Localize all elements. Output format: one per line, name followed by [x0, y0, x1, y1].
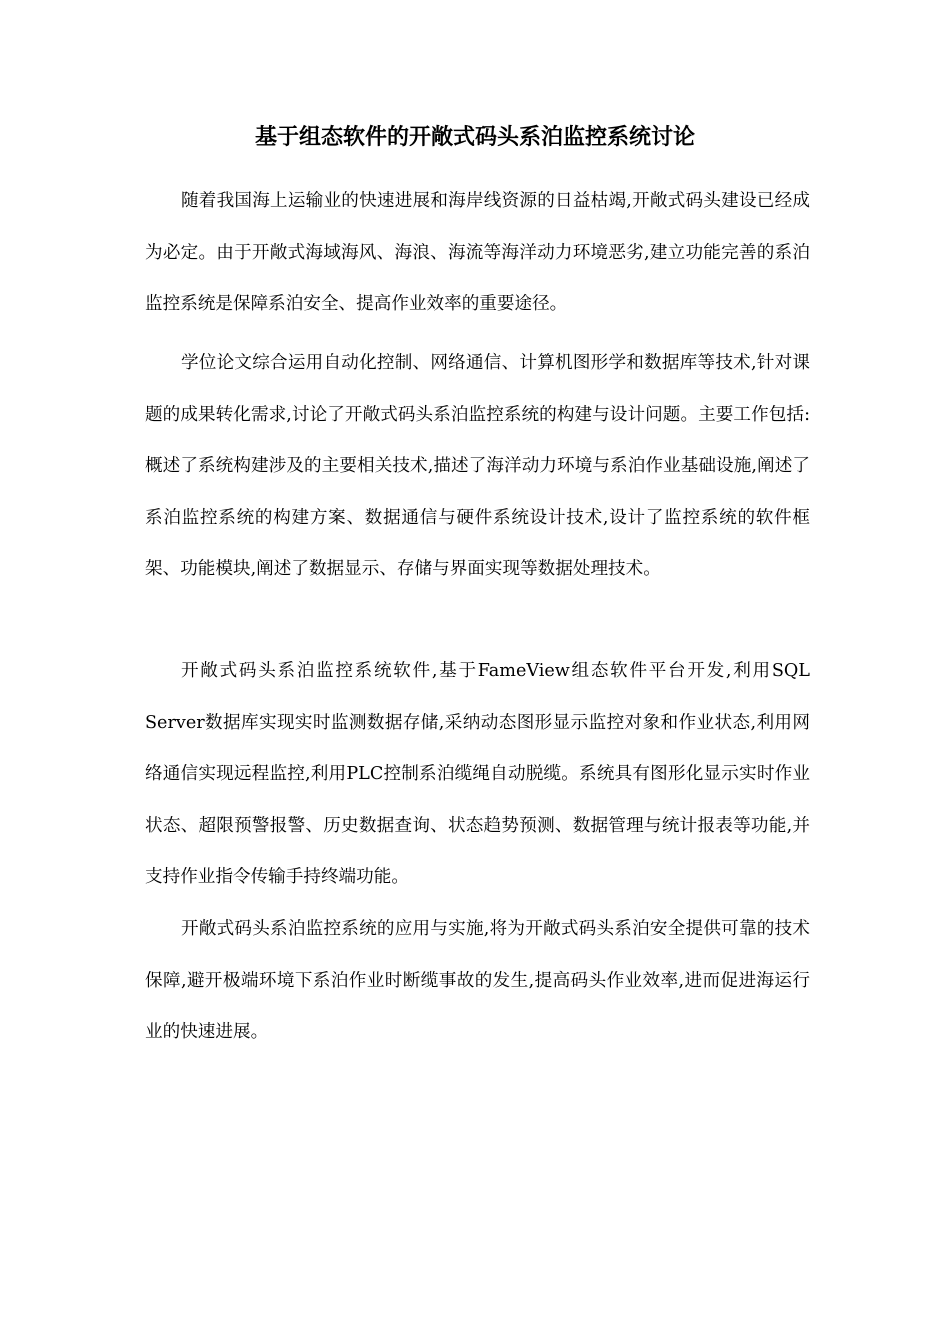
paragraph-2: 学位论文综合运用自动化控制、网络通信、计算机图形学和数据库等技术,针对课题的成果转化需求,讨论了开敞式码头系泊监控系统的构建与设计问题。主要工作包括:概述了系统构建涉及的主要相关技术,描述了海洋动力环境与系泊作业基础设施,阐述了系泊监控系统的构建方案、数据通信与硬件系统设计技术,设计了监控系统的软件框架、功能模块,阐述了数据显示、存储与界面实现等数据处理技术。	[145, 353, 810, 579]
paragraph-1: 随着我国海上运输业的快速进展和海岸线资源的日益枯竭,开敞式码头建设已经成为必定。由于开敞式海域海风、海浪、海流等海洋动力环境恶劣,建立功能完善的系泊监控系统是保障系泊安全、提高作业效率的重要途径。	[145, 191, 810, 314]
document-title: 基于组态软件的开敞式码头系泊监控系统讨论	[254, 124, 695, 150]
paragraph-4: 开敞式码头系泊监控系统的应用与实施,将为开敞式码头系泊安全提供可靠的技术保障,避开极端环境下系泊作业时断缆事故的发生,提高码头作业效率,进而促进海运行业的快速进展。	[145, 919, 810, 1042]
paragraph-3: 开敞式码头系泊监控系统软件,基于FameView组态软件平台开发,利用SQL Server数据库实现实时监测数据存储,采纳动态图形显示监控对象和作业状态,利用网络通信实现远程监控,利用PLC控制系泊缆绳自动脱缆。系统具有图形化显示实时作业状态、超限预警报警、历史数据查询、状态趋势预测、数据管理与统计报表等功能,并支持作业指令传输手持终端功能。	[145, 661, 810, 887]
